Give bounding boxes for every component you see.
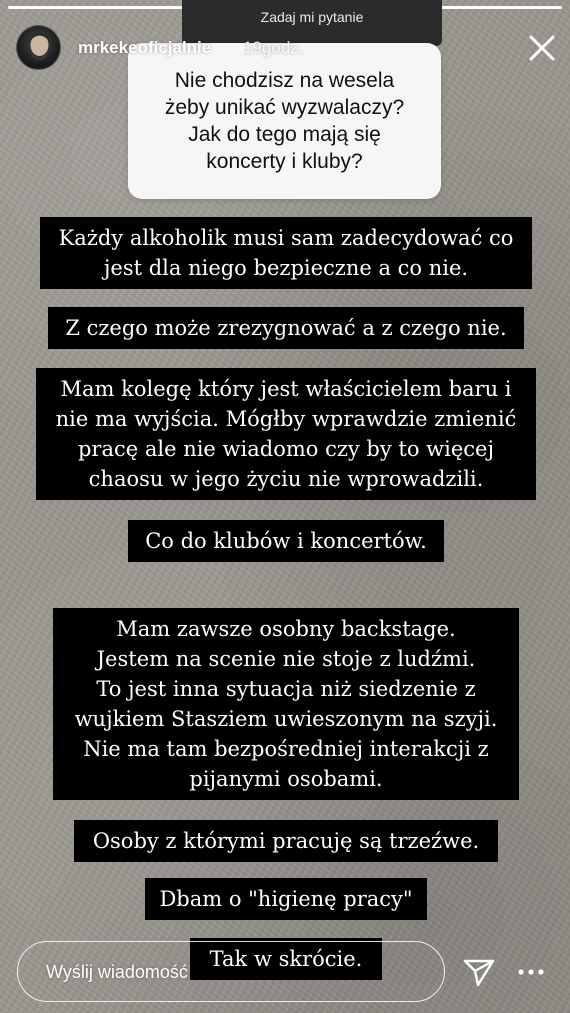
more-options-button[interactable] xyxy=(516,960,546,984)
close-button[interactable] xyxy=(524,30,560,66)
send-button[interactable] xyxy=(461,954,497,990)
caption-line: Mam zawsze osobny backstage. xyxy=(116,617,456,641)
caption-line: pracę ale nie wiadomo czy by to więcej xyxy=(77,437,494,461)
caption-box xyxy=(40,217,532,289)
question-line: Nie chodzisz na wesela xyxy=(174,69,395,92)
profile-avatar-icon xyxy=(17,26,61,70)
caption-line: Osoby z którymi pracuję są trzeźwe. xyxy=(92,829,480,853)
story-timestamp: 19godz. xyxy=(243,38,304,57)
caption-line: Co do klubów i koncertów. xyxy=(145,529,427,553)
caption-line: To jest inna sytuacja niż siedzenie z xyxy=(96,677,476,701)
question-sticker[interactable] xyxy=(128,43,441,199)
story-username[interactable]: mrkekeoficjalnie xyxy=(78,38,212,57)
caption-line: Jestem na scenie nie stoje z ludźmi. xyxy=(96,647,476,671)
send-message-placeholder: Wyślij wiadomość xyxy=(46,962,188,982)
caption-line: Każdy alkoholik musi sam zadecydować co xyxy=(58,226,514,250)
paper-plane-icon xyxy=(461,954,497,990)
caption-box xyxy=(74,820,498,862)
caption-line: wujkiem Stasziem uwieszonym na szyji. xyxy=(74,707,498,731)
question-line: żeby unikać wyzwalaczy? xyxy=(164,96,405,119)
caption-box xyxy=(48,307,524,349)
caption-line: Z czego może zrezygnować a z czego nie. xyxy=(65,316,507,340)
caption-line: Dbam o "higienę pracy" xyxy=(159,887,413,911)
question-line: Jak do tego mają się xyxy=(188,123,381,146)
close-icon xyxy=(524,30,560,66)
caption-line: jest dla niego bezpieczne a co nie. xyxy=(103,256,469,280)
caption-line: pijanymi osobami. xyxy=(189,767,383,791)
caption-line: chaosu w jego życiu nie wprowadzili. xyxy=(88,467,484,491)
caption-box xyxy=(128,520,444,562)
caption-line: Nie ma tam bezpośredniej interakcji z xyxy=(83,737,489,761)
question-sticker-header-label: Zadaj mi pytanie xyxy=(260,9,364,25)
caption-line: Tak w skrócie. xyxy=(209,947,363,971)
more-dots-icon xyxy=(516,960,546,984)
avatar[interactable] xyxy=(16,25,61,70)
question-line: koncerty i kluby? xyxy=(206,150,363,173)
caption-line: nie ma wyjścia. Mógłby wprawdzie zmienić xyxy=(55,407,517,431)
question-sticker-header xyxy=(182,0,442,46)
caption-box xyxy=(145,878,427,920)
caption-box xyxy=(36,368,536,500)
caption-box xyxy=(53,608,519,800)
caption-line: Mam kolegę który jest właścicielem baru i xyxy=(60,377,512,401)
